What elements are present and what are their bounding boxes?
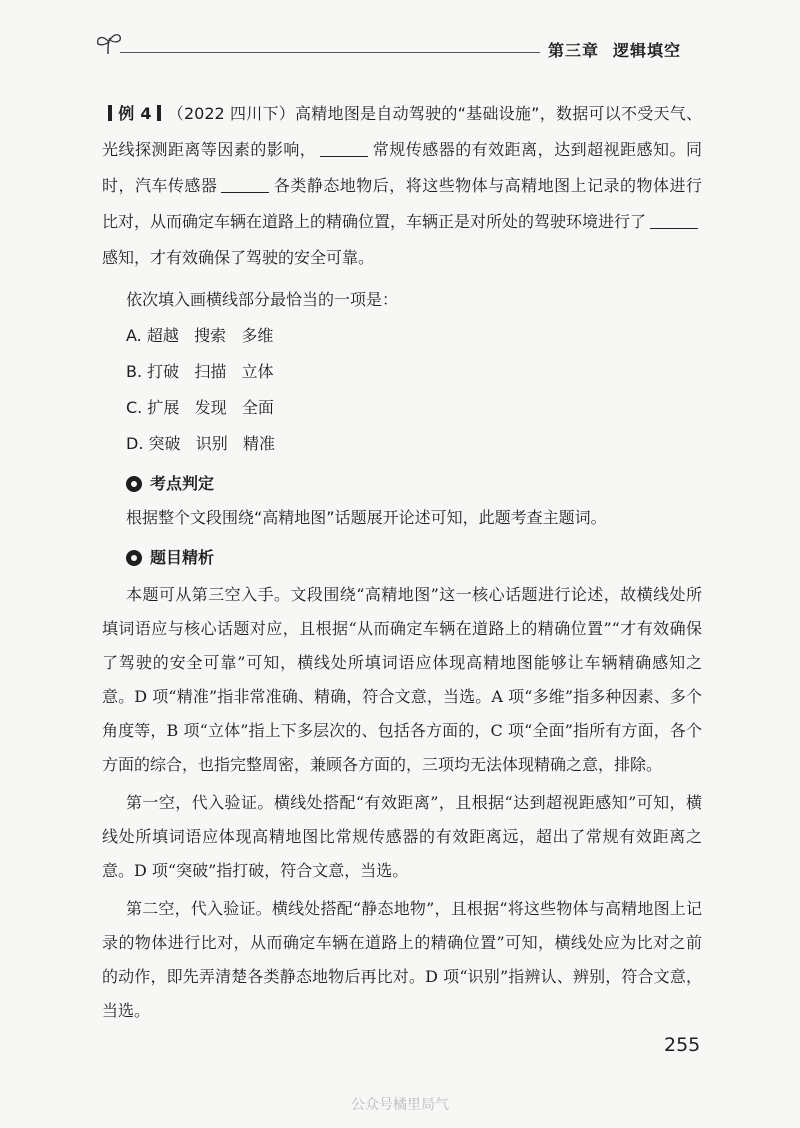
pencil-badge-icon bbox=[126, 550, 142, 566]
blank-3 bbox=[650, 214, 698, 229]
chapter-label: 第三章 bbox=[548, 41, 600, 60]
option-a: A. 超越 搜索 多维 bbox=[126, 326, 274, 345]
analysis-paragraph-1: 本题可从第三空入手。文段围绕“高精地图”这一核心话题进行论述，故横线处所填词语应与核心话题对应，且根据“从而确定车辆在道路上的精确位置”“才有效确保了驾驶的安全可靠”可知，横线处所填词语应体现高精地图能够让车辆精确感知之意。D 项“精准”指非常准确、精确，符合文意，当选。A 项“多维”指多种因素、多个角度等，B 项“立体”指上下多层次的、包括各方面的，C 项“全面”指所有方面，各个方面的综合，也指完整周密，兼顾各方面的，三项均无法体现精确之意，排除。 bbox=[102, 585, 702, 774]
judgment-heading: 考点判定 bbox=[126, 468, 702, 500]
question-seg-2: 常规传感器的有效距离，达到超视距感知。同时，汽车传感器 bbox=[102, 140, 702, 195]
analysis-paragraph-2: 第一空，代入验证。横线处搭配“有效距离”，且根据“达到超视距感知”可知，横线处所填词语应体现高精地图比常规传感器的有效距离远，超出了常规有效距离之意。D 项“突破”指打破，符合文意，当选。 bbox=[102, 793, 702, 880]
question-seg-3: 各类静态地物后，将这些物体与高精地图上记录的物体进行比对，从而确定车辆在道路上的精确位置，车辆正是对所处的驾驶环境进行了 bbox=[102, 176, 702, 231]
question-seg-1: （2022 四川下）高精地图是自动驾驶的“基础设施”，数据可以不受天气、光线探测距离等因素的影响， bbox=[102, 104, 702, 159]
question-prompt: 依次填入画横线部分最恰当的一项是： bbox=[126, 290, 399, 309]
tag-bar-right bbox=[157, 105, 161, 121]
judgment-text: 根据整个文段围绕“高精地图”话题展开论述可知，此题考查主题词。 bbox=[126, 508, 607, 527]
tag-bar-left bbox=[108, 105, 112, 121]
option-c: C. 扩展 发现 全面 bbox=[126, 398, 274, 417]
example-tag: 例 4 bbox=[102, 104, 167, 123]
question-seg-4: 感知，才有效确保了驾驶的安全可靠。 bbox=[102, 248, 375, 267]
blank-1 bbox=[320, 142, 368, 157]
analysis-paragraph-3: 第二空，代入验证。横线处搭配“静态地物”，且根据“将这些物体与高精地图上记录的物体进行比对，从而确定车辆在道路上的精确位置”可知，横线处应为比对之前的动作，即先弄清楚各类静态地物后再比对。D 项“识别”指辨认、辨别，符合文意，当选。 bbox=[102, 899, 702, 1020]
option-b: B. 打破 扫描 立体 bbox=[126, 362, 274, 381]
option-d: D. 突破 识别 精准 bbox=[126, 434, 276, 453]
gear-badge-icon bbox=[126, 476, 142, 492]
section-label: 逻辑填空 bbox=[613, 41, 682, 60]
question-text bbox=[102, 96, 702, 276]
running-header bbox=[548, 38, 695, 61]
page-number: 255 bbox=[664, 1034, 701, 1056]
blank-2 bbox=[221, 178, 269, 193]
page-content bbox=[102, 96, 702, 1028]
analysis-heading: 题目精析 bbox=[126, 542, 702, 574]
watermark: 公众号橘里局气 bbox=[351, 1097, 449, 1113]
header-rule bbox=[120, 52, 540, 53]
